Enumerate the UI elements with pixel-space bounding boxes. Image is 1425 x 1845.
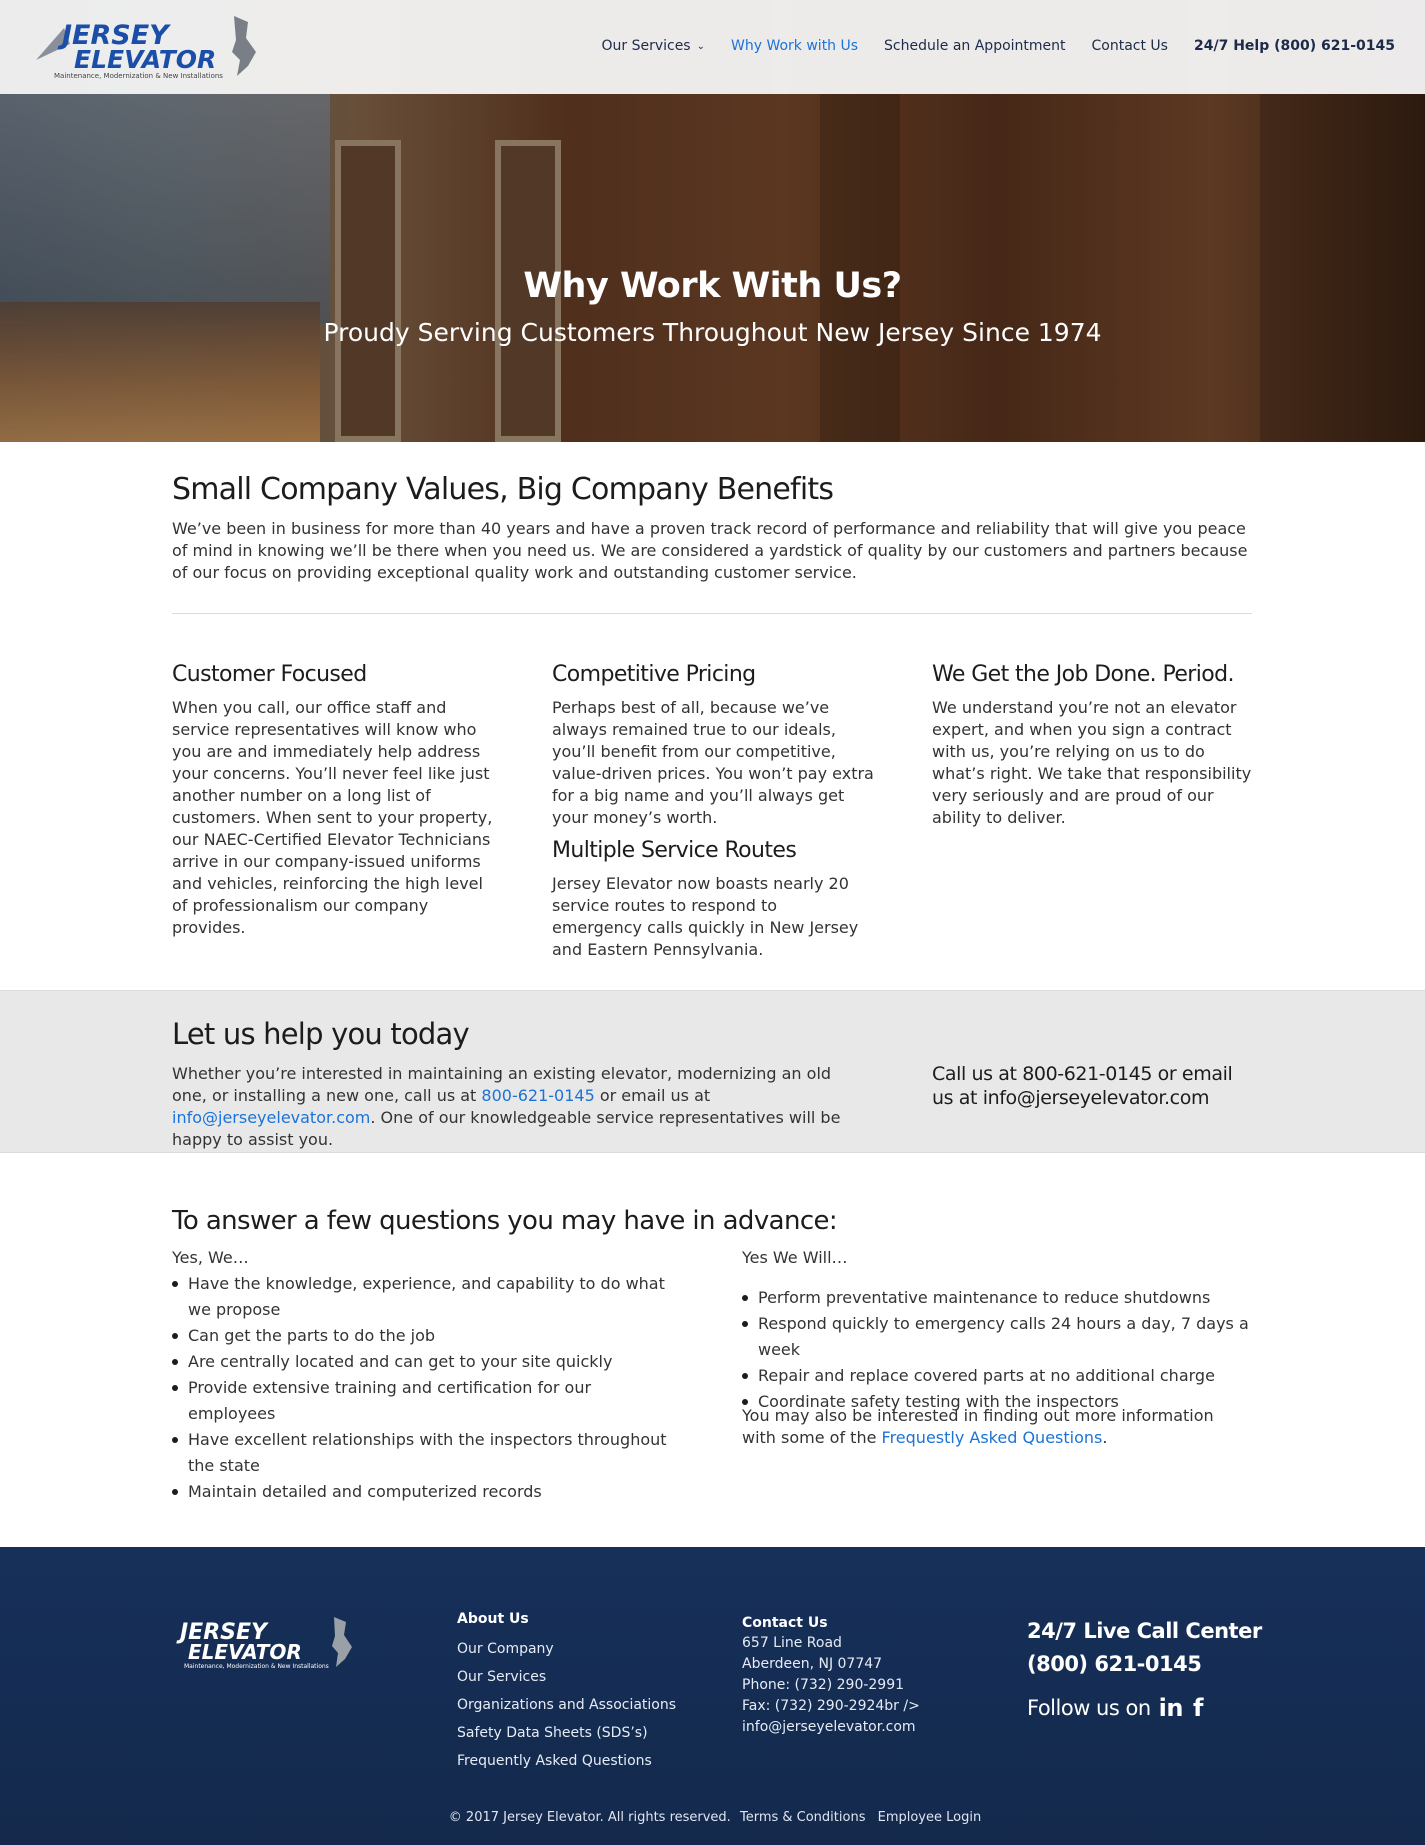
footer-link-our-company[interactable]: Our Company <box>457 1641 554 1657</box>
footer-heading: Contact Us <box>742 1615 828 1631</box>
section-divider <box>172 613 1252 614</box>
footer-link-faq[interactable]: Frequently Asked Questions <box>457 1753 652 1769</box>
list-item: Provide extensive training and certification for our employees <box>188 1375 672 1427</box>
footer-link-organizations[interactable]: Organizations and Associations <box>457 1697 677 1713</box>
faq-more-info: You may also be interested in finding out more information with some of the Frequestly Asked Questions. <box>742 1406 1214 1447</box>
footer-city: Aberdeen, NJ 07747 <box>742 1656 883 1672</box>
list-item: Coordinate safety testing with the inspectors <box>758 1389 1262 1415</box>
help-cta: Call us at 800-621-0145 or email us at info@jerseyelevator.com <box>932 1063 1233 1109</box>
site-header <box>0 0 1425 94</box>
svg-text:ELEVATOR: ELEVATOR <box>188 1640 302 1664</box>
nav-our-services[interactable]: Our Services ⌄ <box>601 38 705 54</box>
feature-text: Jersey Elevator now boasts nearly 20 service routes to respond to emergency calls quickly in New Jersey and Eastern Pennsylvania. <box>552 874 859 959</box>
footer-bottom-bar <box>0 1810 1425 1825</box>
footer-address: 657 Line Road <box>742 1635 842 1651</box>
footer-link-our-services[interactable]: Our Services <box>457 1669 547 1685</box>
svg-text:JERSEY: JERSEY <box>62 20 169 51</box>
list-item: Are centrally located and can get to your site quickly <box>188 1349 672 1375</box>
list-item: Have the knowledge, experience, and capability to do what we propose <box>188 1271 672 1323</box>
feature-competitive-pricing <box>552 662 882 829</box>
email-link[interactable]: info@jerseyelevator.com <box>172 1108 371 1127</box>
feature-text: When you call, our office staff and service representatives will know who you are and immediately help address your concerns. You’ll never feel like just another number on a long list of customers. When sent to your property, our NAEC-Certified Elevator Technicians arrive in our company-issued uniforms and vehicles, reinforcing the high level of professionalism our company provides. <box>172 698 493 937</box>
linkedin-icon[interactable]: in <box>1158 1694 1183 1722</box>
faq-yes-we <box>172 1247 672 1505</box>
feature-title: Multiple Service Routes <box>552 838 797 863</box>
feature-title: Customer Focused <box>172 662 367 687</box>
svg-text:Maintenance, Modernization & N: Maintenance, Modernization & New Installations <box>184 1663 329 1670</box>
nav-contact-us[interactable]: Contact Us <box>1091 38 1168 54</box>
hero-subtitle: Proudy Serving Customers Throughout New Jersey Since 1974 <box>323 318 1102 347</box>
list-item: Maintain detailed and computerized records <box>188 1479 672 1505</box>
intro-heading: Small Company Values, Big Company Benefits <box>172 472 834 507</box>
list-item: Can get the parts to do the job <box>188 1323 672 1349</box>
hero-title: Why Work With Us? <box>523 266 902 306</box>
nav-help-phone[interactable]: 24/7 Help (800) 621-0145 <box>1193 38 1395 54</box>
feature-title: Competitive Pricing <box>552 662 756 687</box>
svg-text:JERSEY: JERSEY <box>180 1620 267 1645</box>
yes-we-will-list <box>742 1285 1262 1415</box>
faq-link[interactable]: Frequestly Asked Questions <box>881 1428 1103 1447</box>
footer-follow: Follow us on in f <box>1027 1694 1203 1722</box>
nav-why-work-with-us[interactable]: Why Work with Us <box>731 38 859 54</box>
feature-text: We understand you’re not an elevator expert, and when you sign a contract with us, you’re relying on us to do what’s right. We take that responsibility very seriously and are proud of our ability to deliver. <box>932 698 1252 827</box>
jersey-elevator-logo[interactable] <box>34 14 266 80</box>
terms-link[interactable]: Terms & Conditions <box>739 1810 866 1825</box>
feature-text: Perhaps best of all, because we’ve always remained true to our ideals, you’ll benefit from our competitive, value-driven prices. You won’t pay extra for a big name and you’ll always get your money’s worth. <box>552 698 874 827</box>
feature-service-routes <box>552 838 862 961</box>
help-heading: Let us help you today <box>172 1017 469 1051</box>
list-lead: Yes, We… <box>172 1248 249 1267</box>
footer-logo[interactable] <box>174 1615 354 1671</box>
footer-link-sds[interactable]: Safety Data Sheets (SDS’s) <box>457 1725 648 1741</box>
footer-call-phone[interactable]: (800) 621-0145 <box>1027 1652 1202 1676</box>
footer-call-center: 24/7 Live Call Center (800) 621-0145 <box>1027 1615 1262 1681</box>
list-item: Respond quickly to emergency calls 24 hours a day, 7 days a week <box>758 1311 1262 1363</box>
feature-title: We Get the Job Done. Period. <box>932 662 1234 687</box>
svg-text:Maintenance, Modernization & N: Maintenance, Modernization & New Installations <box>54 72 223 80</box>
nav-schedule-appointment[interactable]: Schedule an Appointment <box>884 38 1066 54</box>
phone-link[interactable]: 800-621-0145 <box>481 1086 595 1105</box>
list-item: Repair and replace covered parts at no additional charge <box>758 1363 1262 1389</box>
facebook-icon[interactable]: f <box>1192 1694 1203 1722</box>
footer-fax: Fax: (732) 290-2924br /> <box>742 1698 920 1714</box>
footer-phone: Phone: (732) 290-2991 <box>742 1677 905 1693</box>
list-item: Have excellent relationships with the inspectors throughout the state <box>188 1427 672 1479</box>
footer-about <box>457 1611 676 1775</box>
feature-job-done <box>932 662 1262 829</box>
intro-text: We’ve been in business for more than 40 years and have a proven track record of performance and reliability that will give you peace of mind in knowing we’ll be there when you need us. We are considered a yardstick of quality by our customers and partners because of our focus on providing exceptional quality work and outstanding customer service. <box>172 519 1248 582</box>
list-lead: Yes We Will… <box>742 1248 848 1267</box>
list-item: Perform preventative maintenance to reduce shutdowns <box>758 1285 1262 1311</box>
site-footer <box>0 1547 1425 1845</box>
footer-email[interactable]: info@jerseyelevator.com <box>742 1719 916 1735</box>
faq-yes-we-will <box>742 1247 1262 1415</box>
main-nav <box>575 38 1395 54</box>
footer-contact <box>742 1615 920 1738</box>
employee-login-link[interactable]: Employee Login <box>877 1810 982 1825</box>
faq-heading: To answer a few questions you may have in advance: <box>172 1206 838 1236</box>
yes-we-list <box>172 1271 672 1505</box>
help-text: Whether you’re interested in maintaining an existing elevator, modernizing an old one, or installing a new one, call us at 800-621-0145 or email us at info@jerseyelevator.com. One of our knowledgeable service representatives will be happy to assist you. <box>172 1064 841 1149</box>
copyright: © 2017 Jersey Elevator. All rights reserved. <box>448 1810 731 1825</box>
feature-customer-focused <box>172 662 502 939</box>
svg-text:ELEVATOR: ELEVATOR <box>74 45 217 74</box>
chevron-down-icon: ⌄ <box>696 40 705 52</box>
footer-heading: About Us <box>457 1611 529 1627</box>
help-section <box>0 990 1425 1153</box>
